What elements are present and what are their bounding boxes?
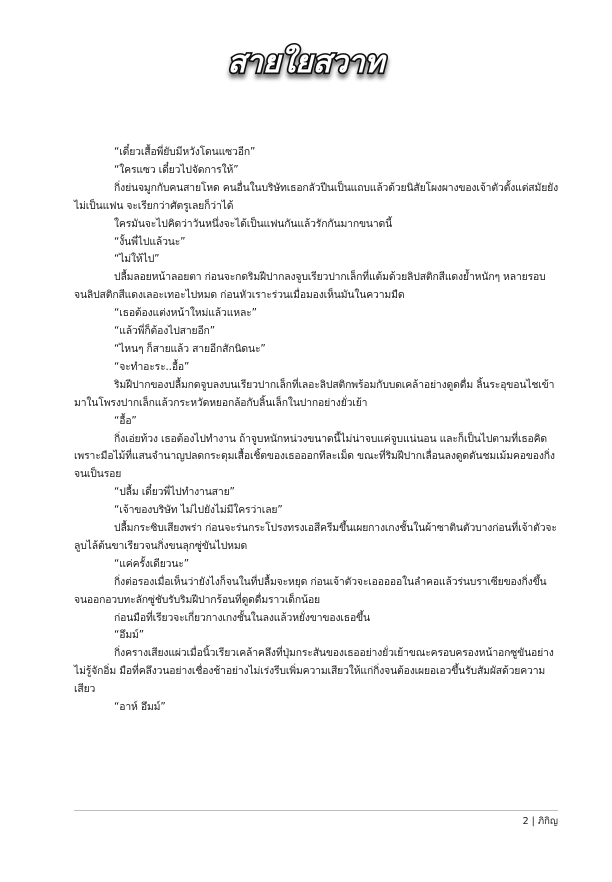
paragraph: “ไหนๆ ก็สายแล้ว สายอีกสักนิดนะ” xyxy=(114,342,266,355)
paragraph: “แล้วพี่ก็ต้องไปสายอีก” xyxy=(114,325,215,338)
title-text: สายใยสวาท xyxy=(227,45,385,80)
title-banner xyxy=(0,34,612,94)
paragraph: กิ่งต่อรองเมื่อเห็นว่ายังไงก็จนในที่ปลื้มจะหยุด ก่อนเจ้าตัวจะเอออออในลำคอแล้วร่นบราเซียของกิ่งขึ้นจนออกอวบทะลักซู่ชับรับริมฝีปากร้อนที่ดูดดื่มราวเด็กน้อย xyxy=(74,575,547,606)
story-body xyxy=(74,144,558,717)
paragraph: ปลื้มลอยหน้าลอยตา ก่อนจะกดริมฝีปากลงจูบเรียวปากเล็กที่แต้มด้วยลิปสติกสีแดงย้ำหนักๆ หลายรอบจนลิปสติกสีแดงเลอะเทอะไปหมด ก่อนหัวเราะร่วนเมื่อมองเห็นมันในความมืด xyxy=(74,271,546,302)
page-number: 2 | ภิกิญ xyxy=(522,816,558,827)
paragraph: “เดี๋ยวเสื้อพี่ยับมีหวังโดนแซวอีก” xyxy=(114,146,256,158)
paragraph: “จะทำอะระ..อื้อ” xyxy=(114,360,190,373)
paragraph: กิ่งเอ่ยท้วง เธอต้องไปทำงาน ถ้าจูบหนักหน่วงขนาดนี้ไม่น่าจบแค่จูบแน่นอน และก็เป็นไปตามที่เธอคิดเพราะมือไม้ที่แสนจำนาญปลดกระดุมเสื้อเชิ้ตของเธอออกทีละเม็ด ขณะที่ริมฝีปากเลื่อนลงดูดดันชมเม้มคอของกิ่งจนเป็นรอย xyxy=(74,432,555,481)
paragraph: “อึมม์” xyxy=(114,629,144,642)
title-logo xyxy=(227,34,385,94)
paragraph: “แค่ครั้งเดียวนะ” xyxy=(114,557,189,570)
paragraph: ก่อนมือที่เรียวจะเกี่ยวกางเกงชั้นในลงแล้วหยั่งขาของเธอขึ้น xyxy=(114,611,370,624)
paragraph: “ไม่ให้ไป” xyxy=(114,253,160,266)
paragraph: “เธอต้องแต่งหน้าใหม่แล้วแหละ” xyxy=(114,307,257,320)
paragraph: “อื้อ” xyxy=(114,414,137,427)
paragraph: กิ่งครางเสียงแผ่วเมื่อนิ้วเรียวเคล้าคลึงที่ปุ่มกระสันของเธออย่างยั่วเย้าขณะครอบครองหน้าอกซูขันอย่างไม่รู้จักอิ่ม มือที่คลึงวนอย่างเชื่องช้าอย่างไม่เร่งรีบเพิ่มความเสียวให้แก่กิ่งจนต้องเผยอเอวขึ้นรับสัมผัสด้วยความเสียว xyxy=(74,647,554,696)
paragraph: ปลื้มกระซิบเสียงพร่า ก่อนจะร่นกระโปรงทรงเอสีครีมขึ้นเผยกางเกงชั้นในผ้าซาตินตัวบางก่อนที่เจ้าตัวจะลูบไล้ต้นขาเรียวจนกิ่งขนลุกซู่ขันไปหมด xyxy=(74,522,557,552)
paragraph: “ปลื้ม เดี๋ยวพี่ไปทำงานสาย” xyxy=(114,486,235,499)
paragraph: “ใครแซว เดี๋ยวไปจัดการให้” xyxy=(114,163,239,176)
paragraph: ใครมันจะไปคิดว่าวันหนึ่งจะได้เป็นแฟนกันแล้วรักกันมากขนาดนี้ xyxy=(114,217,393,230)
paragraph: กิ่งย่นจมูกกับคนสายโหด คนอื่นในบริษัทเธอกลัวปีนเป็นแถบแล้วด้วยนิสัยโผงผางของเจ้าตัวตั้งแต่สมัยยังไม่เป็นแฟน จะเรียกว่าศัตรูเลยก็ว่าได้ xyxy=(74,181,559,212)
paragraph: ริมฝีปากของปลื้มกดจูบลงบนเรียวปากเล็กที่เลอะลิปสติกพร้อมกับบดเคล้าอย่างดูดดื่ม ลิ้นระอุขอนไชเข้ามาในโพรงปากเล็กแล้วกระหวัดหยอกล้อกับลิ้นเล็กในปากอย่างยั่วเย้า xyxy=(74,378,555,409)
paragraph: “เจ้าของบริษัท ไม่ไปยังไม่มีใครว่าเลย” xyxy=(114,504,283,517)
footer-divider xyxy=(74,810,558,811)
paragraph: “งั้นพี่ไปแล้วนะ” xyxy=(114,235,186,248)
paragraph: “อาห์ อึมม์” xyxy=(114,701,166,714)
